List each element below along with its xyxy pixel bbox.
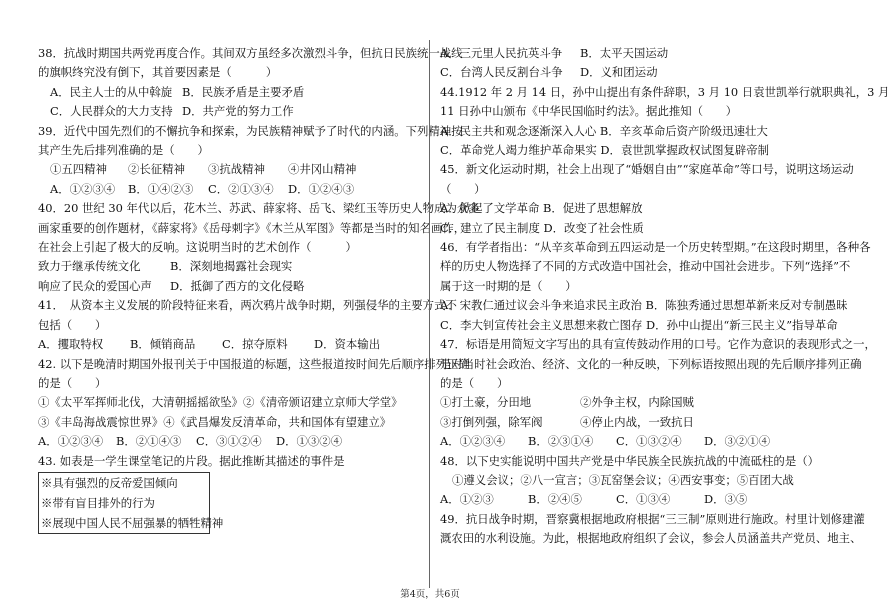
q38-option-b: B．民族矛盾是主要矛盾 <box>182 84 305 99</box>
q41-stem-2: 包括（ ） <box>38 317 107 332</box>
q47-item-3: ③打倒列强，除军阀 <box>440 414 543 429</box>
q46-stem-1: 46．有学者指出：“从辛亥革命到五四运动是一个历史转型期。”在这段时期里，各种各 <box>440 240 871 255</box>
q47-option-b: B．②③①④ <box>528 434 594 449</box>
q44-options-1: A．民主共和观念逐渐深入人心 B．辛亥革命后资产阶级迅速壮大 <box>440 123 768 138</box>
q42-option-a: A．①②③④ <box>38 434 104 449</box>
q40-option-c: 响应了民众的爱国心声 <box>38 278 152 293</box>
q41-stem-1: 41． 从资本主义发展的阶段特征来看，两次鸦片战争时期，列强侵华的主要方式不 <box>38 298 457 313</box>
q42-stem-2: 的是（ ） <box>38 375 107 390</box>
q47-stem-2: 是对当时社会政治、经济、文化的一种反映，下列标语按照出现的先后顺序排列正确 <box>440 356 862 371</box>
q43-notes-table <box>38 472 224 534</box>
question-42 <box>38 355 470 452</box>
q43-note-3: ※展现中国人民不屈强暴的牺牲精神 <box>41 515 224 530</box>
left-column <box>38 44 480 534</box>
q43-option-a: A．三元里人民抗英斗争 <box>440 46 563 60</box>
q46-stem-3: 属于这一时期的是（ ） <box>440 278 577 293</box>
q38-options-row-2 <box>38 102 422 121</box>
q39-option-b: B．①④②③ <box>128 181 194 196</box>
page-footer: 第4页，共6页 <box>400 589 460 600</box>
q41-option-c: C．掠夺原料 <box>222 337 288 352</box>
q38-option-c: C．人民群众的大力支持 <box>50 104 173 119</box>
q41-option-a: A．攫取特权 <box>38 337 104 352</box>
q43-options-row-1 <box>440 44 840 63</box>
q47-option-c: C．①③②④ <box>616 434 682 449</box>
column-divider <box>429 40 430 588</box>
q40-options-row-1 <box>38 257 422 276</box>
q48-option-b: B．②④⑤ <box>528 492 582 507</box>
q47-stem-3: 的是（ ） <box>440 375 509 390</box>
q38-stem-1: 38．抗战时期国共两党再度合作。其间双方虽经多次激烈斗争，但抗日民族统一战线 <box>38 46 463 60</box>
q43-note-1: ※具有强烈的反帝爱国倾向 <box>41 475 178 490</box>
q40-options-row-2 <box>38 277 422 296</box>
q39-option-c: C．②①③④ <box>208 181 274 196</box>
q38-stem-2: 的旗帜终究没有倒下，其首要因素是（ ） <box>38 65 278 80</box>
question-45 <box>440 160 854 238</box>
q48-options <box>440 490 840 509</box>
q40-option-b: B．深刻地揭露社会现实 <box>170 259 293 274</box>
q40-option-a: 致力于继承传统文化 <box>38 259 141 274</box>
q38-option-a: A．民主人士的从中斡旋 <box>50 84 173 99</box>
q43-option-c: C．台湾人民反割台斗争 <box>440 65 563 80</box>
q43-option-d: D．义和团运动 <box>580 65 658 80</box>
q48-stem: 48．以下史实能说明中国共产党是中华民族全民族抗战的中流砥柱的是（） <box>440 453 819 468</box>
q43-stem: 43. 如表是一学生课堂笔记的片段。据此推断其描述的事件是 <box>38 453 345 468</box>
q49-stem-1: 49．抗日战争时期，晋察冀根据地政府根据“三三制”原则进行施政。村里计划修建灌 <box>440 511 865 526</box>
q39-item-1: ①五四精神 <box>50 162 107 177</box>
question-46 <box>440 238 871 335</box>
q38-options-row-1 <box>38 83 422 102</box>
q49-stem-2: 溉农田的水利设施。为此，根据地政府组织了会议，参会人员涵盖共产党员、地主、 <box>440 531 862 546</box>
q47-items-row-2 <box>440 413 840 432</box>
q47-item-2: ②外争主权，内除国贼 <box>580 395 694 410</box>
q41-options <box>38 335 422 354</box>
q47-stem-1: 47．标语是用简短文字写出的具有宣传鼓动作用的口号。它作为意识的表现形式之一， <box>440 337 876 352</box>
q46-stem-2: 样的历史人物选择了不同的方式改造中国社会，推动中国社会进步。下列“选择”不 <box>440 259 851 274</box>
q39-items <box>38 160 422 179</box>
question-40 <box>38 199 480 296</box>
q44-stem-2: 11 日孙中山颁布《中华民国临时约法》。据此推知（ ） <box>440 104 738 119</box>
q42-stem-1: 42. 以下是晚清时期国外报刊关于中国报道的标题，这些报道按时间先后顺序排列正确 <box>38 356 470 371</box>
q46-options-1: A．宋教仁通过议会斗争来追求民主政治 B．陈独秀通过思想革新来反对专制愚昧 <box>440 298 848 313</box>
q47-item-1: ①打土豪，分田地 <box>440 395 532 410</box>
q48-option-d: D．③⑤ <box>704 492 748 507</box>
q41-option-b: B．倾销商品 <box>130 337 196 352</box>
right-column <box>440 44 889 549</box>
q39-item-4: ④井冈山精神 <box>288 162 357 177</box>
question-43-options <box>440 44 840 83</box>
q43-options-row-2 <box>440 63 840 82</box>
q47-option-d: D．③②①④ <box>704 434 771 449</box>
q48-option-a: A．①②③ <box>440 492 494 507</box>
q40-option-d: D．抵御了西方的文化侵略 <box>170 278 305 293</box>
question-38 <box>38 44 463 122</box>
q44-options-2: C．革命党人竭力维护革命果实 D．袁世凯掌握政权试图复辟帝制 <box>440 143 770 158</box>
question-48 <box>440 452 840 510</box>
q45-options-2: C．建立了民主制度 D．改变了社会性质 <box>440 220 644 235</box>
question-39 <box>38 122 463 200</box>
q39-stem-2: 其产生先后排列准确的是（ ） <box>38 143 209 158</box>
q39-option-a: A．①②③④ <box>50 181 116 196</box>
q38-option-d: D．共产党的努力工作 <box>182 104 294 119</box>
q45-stem-2: （ ） <box>440 181 486 196</box>
question-47 <box>440 335 876 451</box>
q47-option-a: A．①②③④ <box>440 434 506 449</box>
q39-item-2: ②长征精神 <box>128 162 185 177</box>
q39-item-3: ③抗战精神 <box>208 162 265 177</box>
q42-items-2: ③《丰岛海战震惊世界》④《武昌爆发反清革命，共和国体有望建立》 <box>38 414 392 429</box>
q45-options-1: A．掀起了文学革命 B．促进了思想解放 <box>440 201 643 216</box>
question-43 <box>38 452 422 534</box>
q45-stem-1: 45．新文化运动时期，社会上出现了“婚姻自由”“家庭革命”等口号，说明这场运动 <box>440 162 854 177</box>
q41-option-d: D．资本输出 <box>314 337 381 352</box>
q39-options <box>38 180 422 199</box>
q40-stem-3: 在社会上引起了极大的反响。这说明当时的艺术创作（ ） <box>38 240 357 255</box>
q40-stem-2: 画家重要的创作题材，《薛家将》《岳母刺字》《木兰从军图》等都是当时的知名画作， <box>38 220 466 235</box>
question-49 <box>440 510 865 549</box>
q43-option-b: B．太平天国运动 <box>580 46 669 60</box>
q42-option-d: D．①③②④ <box>276 434 343 449</box>
q48-items: ①遵义会议；②八一宣言；③瓦窑堡会议；④西安事变；⑤百团大战 <box>452 472 794 487</box>
q39-stem-1: 39．近代中国先烈们的不懈抗争和探索，为民族精神赋予了时代的内涵。下列精神按 <box>38 123 463 138</box>
question-41 <box>38 296 457 354</box>
q47-item-4: ④停止内战，一致抗日 <box>580 414 694 429</box>
q47-options <box>440 432 840 451</box>
question-44 <box>440 83 889 161</box>
q42-items-1: ①《太平军挥师北伐，大清朝摇摇欲坠》②《清帝颁诏建立京师大学堂》 <box>38 395 403 410</box>
q48-option-c: C．①③④ <box>616 492 671 507</box>
q43-note-2: ※带有盲目排外的行为 <box>41 495 155 510</box>
q47-items-row-1 <box>440 393 840 412</box>
q46-options-2: C．李大钊宣传社会主义思想来救亡图存 D．孙中山提出“新三民主义”指导革命 <box>440 317 838 332</box>
q42-options <box>38 432 422 451</box>
q42-option-c: C．③①②④ <box>196 434 262 449</box>
q42-option-b: B．②①④③ <box>116 434 182 449</box>
q40-stem-1: 40．20 世纪 30 年代以后，花木兰、苏武、薛家将、岳飞、梁红玉等历史人物成为众多 <box>38 201 480 216</box>
q39-option-d: D．①②④③ <box>288 181 355 196</box>
q44-stem-1: 44.1912 年 2 月 14 日，孙中山提出有条件辞职，3 月 10 日袁世凯举行就职典礼，3 月 <box>440 84 889 99</box>
